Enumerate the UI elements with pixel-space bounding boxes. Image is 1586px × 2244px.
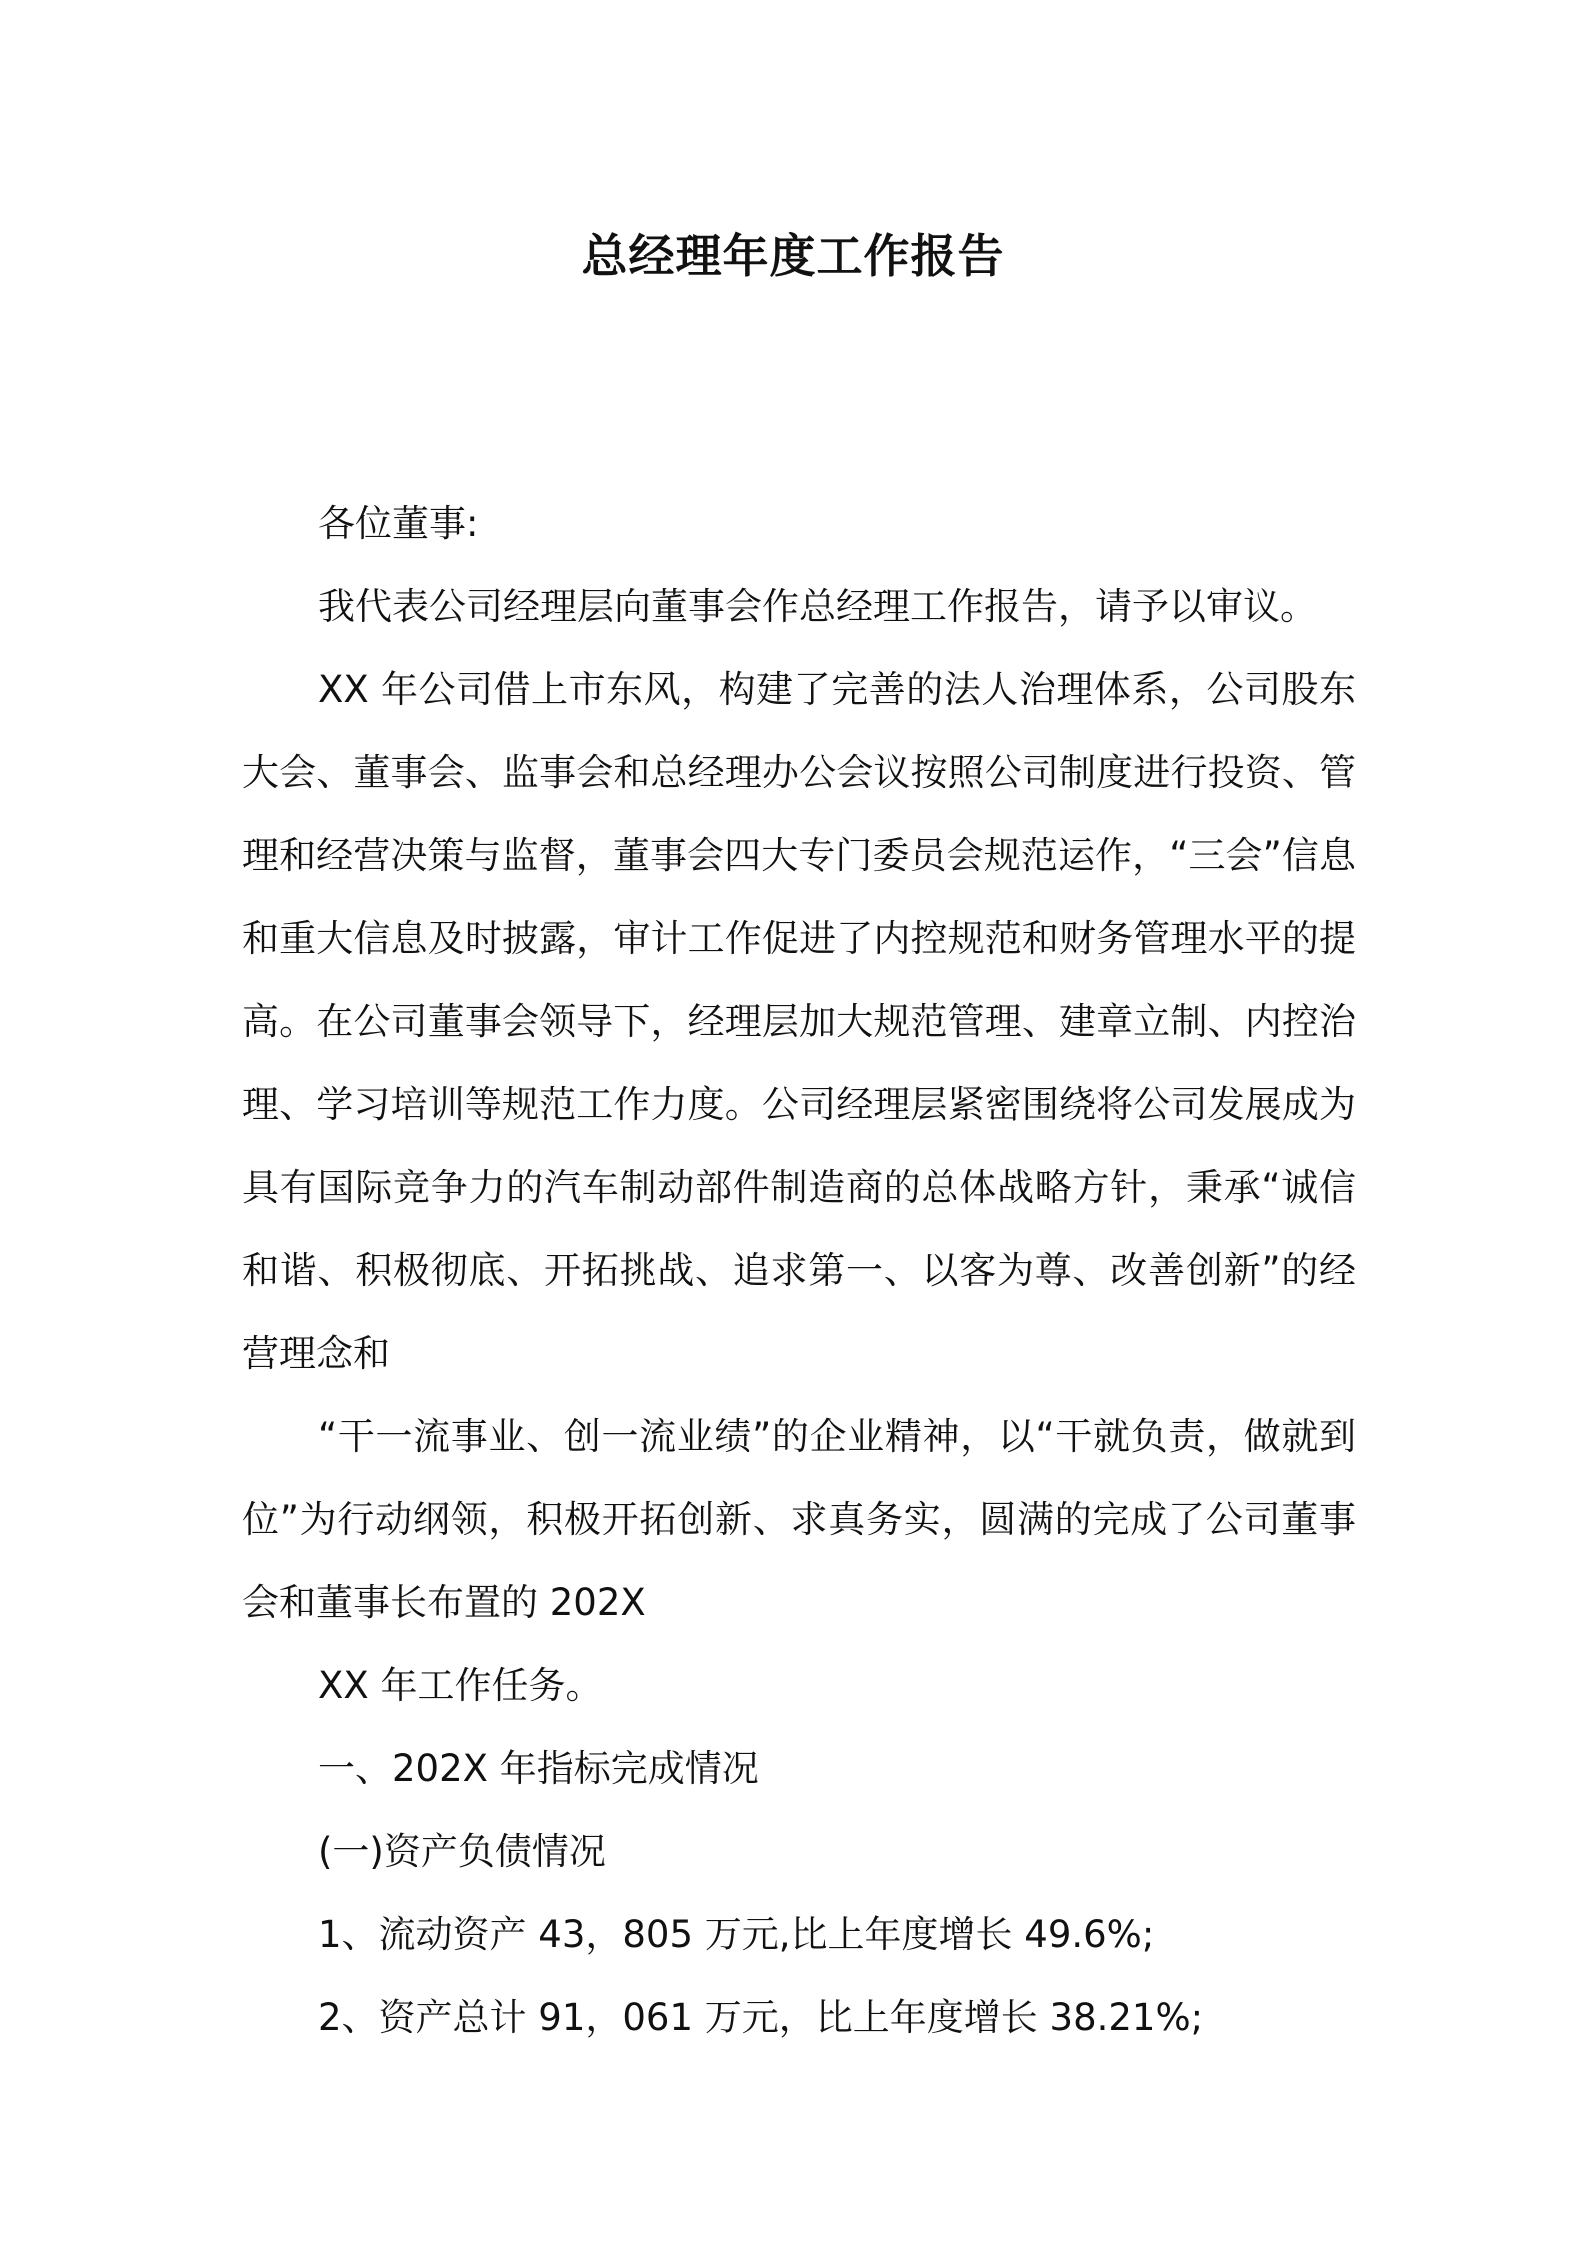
paragraph-tasks: XX 年工作任务。: [318, 1664, 603, 1707]
subsection-heading: (一)资产负债情况: [318, 1830, 606, 1873]
salutation: 各位董事:: [318, 502, 479, 545]
paragraph-spirit: “干一流事业、创一流业绩”的企业精神，以“干就负责，做就到位”为行动纲领，积极开拓创新、求真务实，圆满的完成了公司董事会和董事长布置的 202X: [242, 1415, 1356, 1624]
paragraph-intro: 我代表公司经理层向董事会作总经理工作报告，请予以审议。: [318, 585, 1317, 628]
list-item: 1、流动资产 43，805 万元,比上年度增长 49.6%;: [318, 1913, 1155, 1956]
document-body: [242, 482, 1356, 2059]
section-heading: 一、202X 年指标完成情况: [318, 1747, 759, 1790]
document-title: 总经理年度工作报告: [581, 229, 1005, 283]
paragraph-governance: XX 年公司借上市东风，构建了完善的法人治理体系，公司股东大会、董事会、监事会和总经理办公会议按照公司制度进行投资、管理和经营决策与监督，董事会四大专门委员会规范运作，“三会”信息和重大信息及时披露，审计工作促进了内控规范和财务管理水平的提高。在公司董事会领导下，经理层加大规范管理、建章立制、内控治理、学习培训等规范工作力度。公司经理层紧密围绕将公司发展成为具有国际竞争力的汽车制动部件制造商的总体战略方针，秉承“诚信和谐、积极彻底、开拓挑战、追求第一、以客为尊、改善创新”的经营理念和: [242, 668, 1356, 1375]
list-item: 2、资产总计 91，061 万元，比上年度增长 38.21%;: [318, 1996, 1204, 2039]
